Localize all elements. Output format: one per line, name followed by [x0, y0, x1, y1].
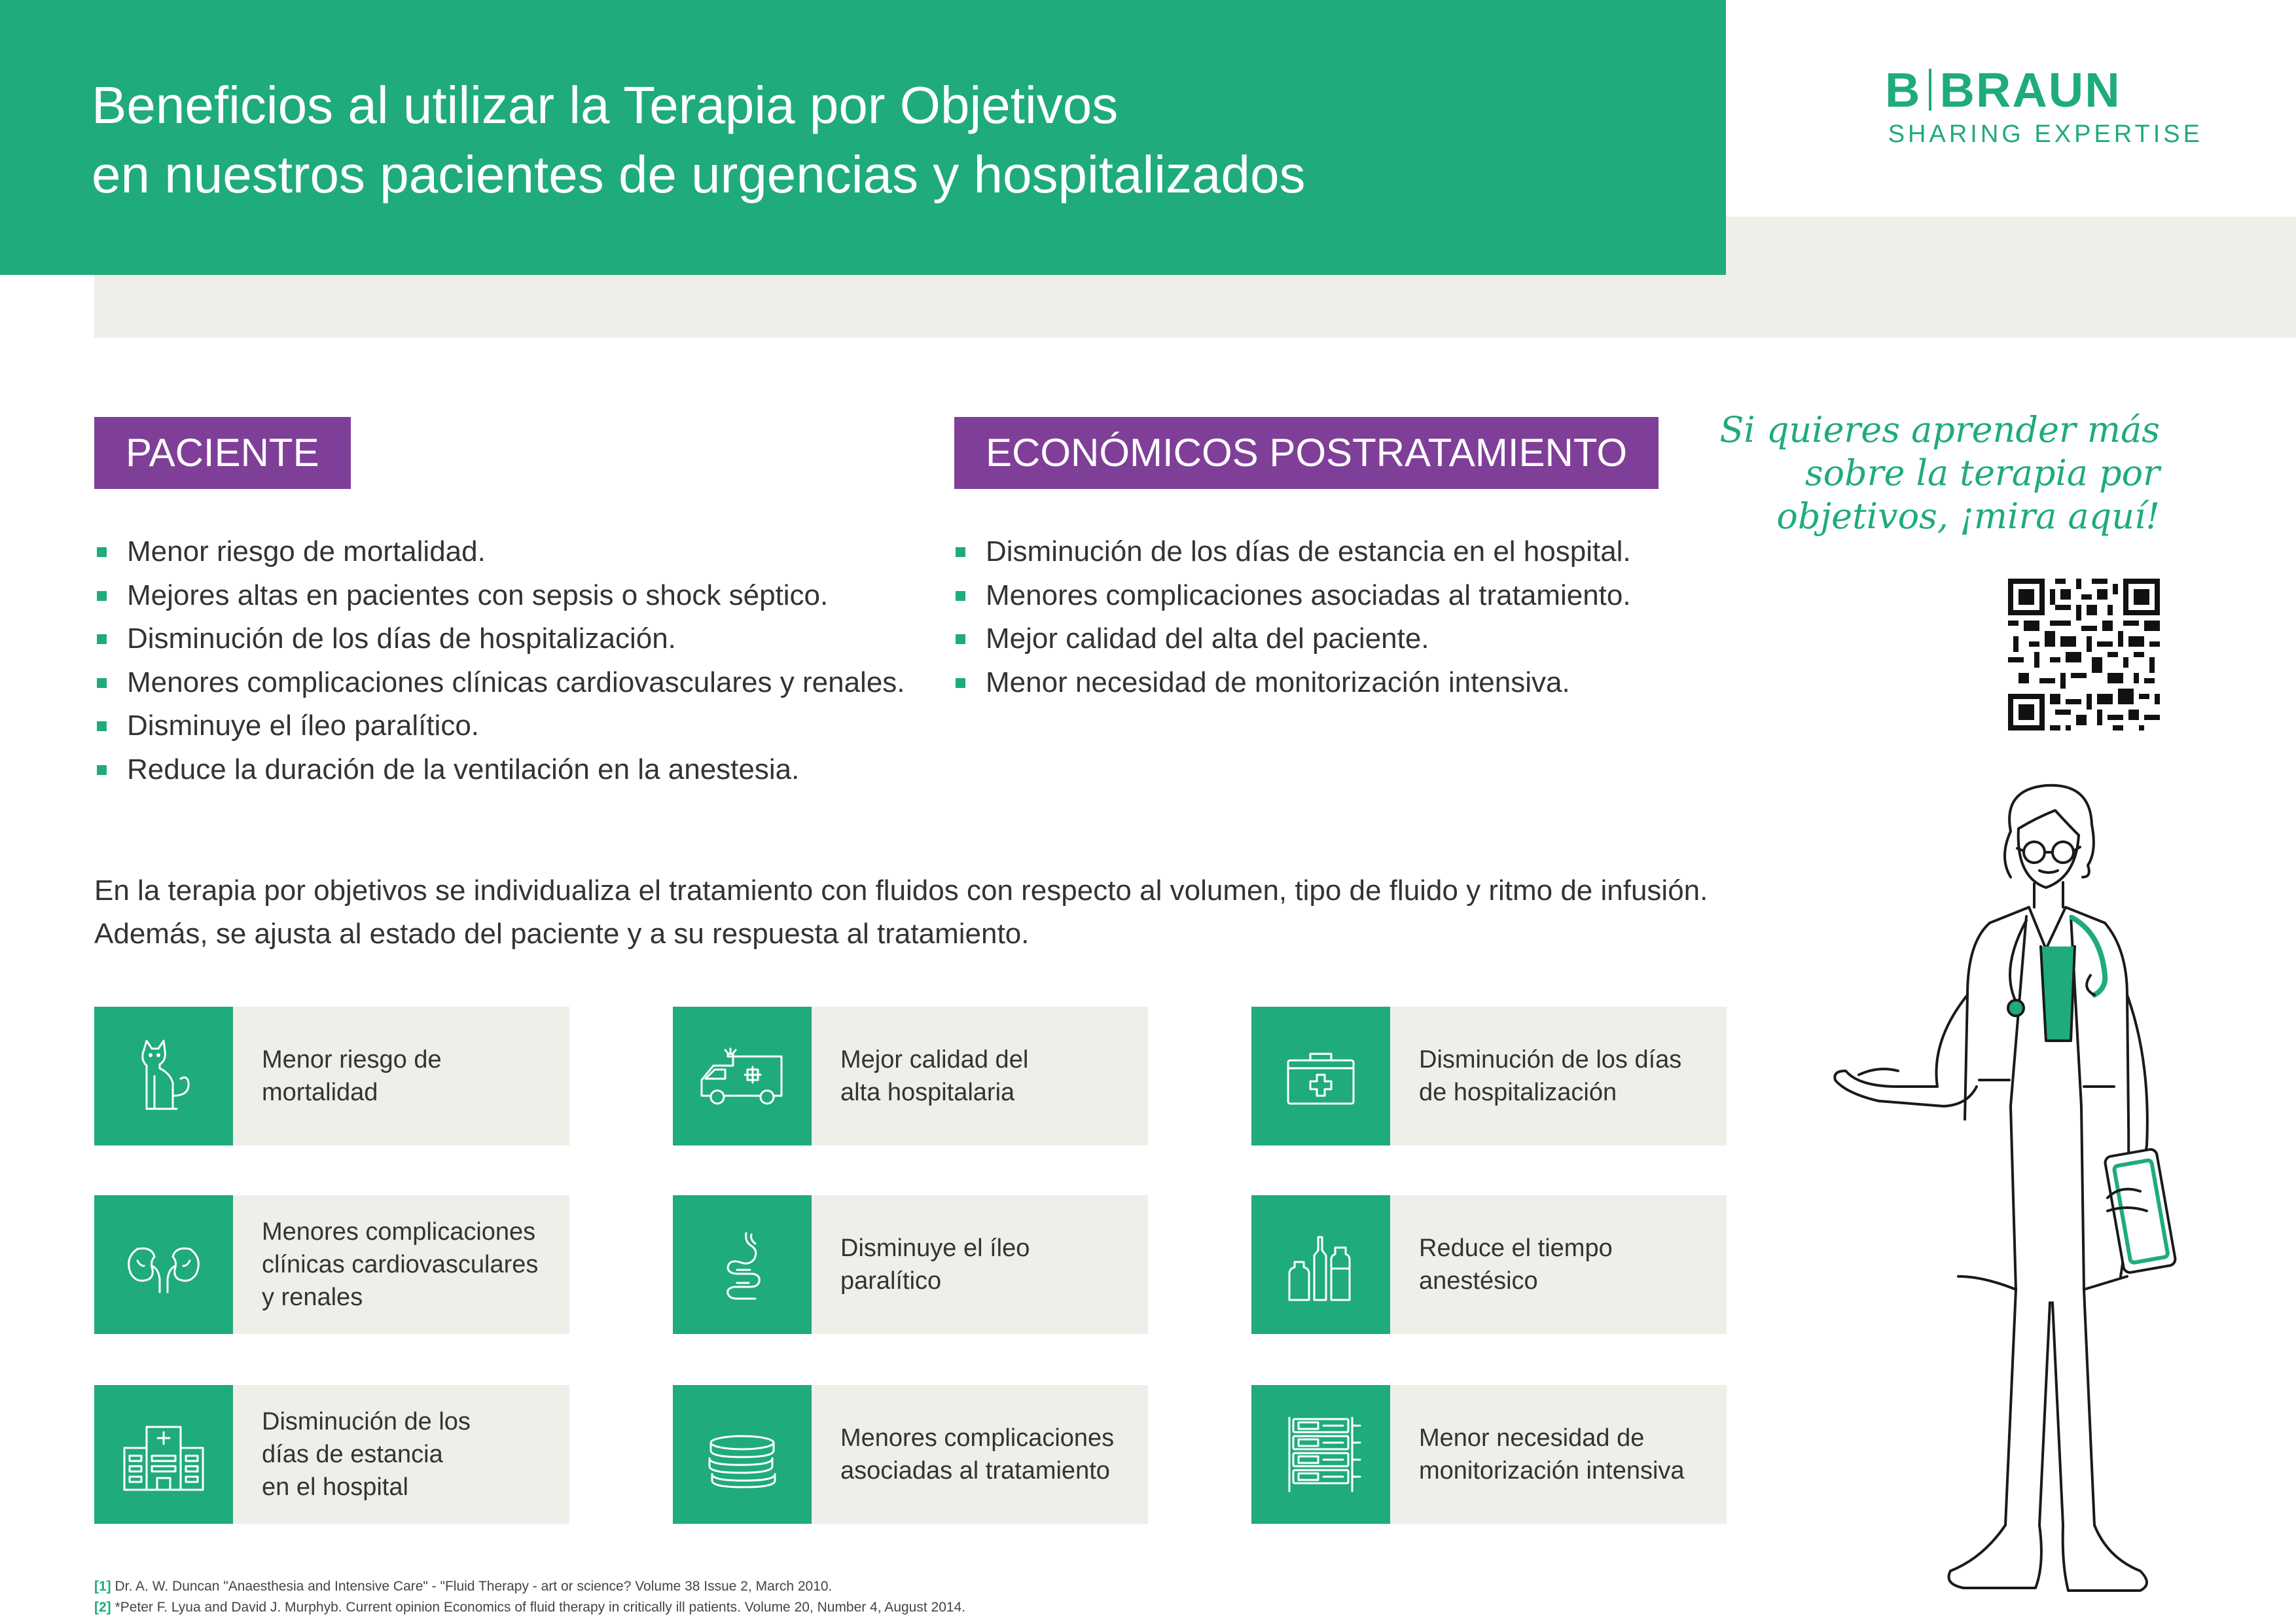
card-text [1419, 1385, 1713, 1524]
list-item: Disminución de los días de hospitalización. [94, 617, 905, 661]
first-aid-kit-icon [1275, 1030, 1367, 1122]
card-text [262, 1385, 556, 1524]
card-label: Menor riesgo de mortalidad [262, 1046, 442, 1106]
hospital-icon [118, 1409, 209, 1500]
reference-number: [2] [94, 1600, 111, 1615]
intestine-icon [696, 1219, 788, 1310]
list-item: Menor necesidad de monitorización intensiva. [953, 661, 1631, 705]
card-text [1419, 1007, 1713, 1145]
infusion-pumps-icon [1275, 1409, 1367, 1500]
card-label: Menor necesidad de monitorización intensiva [1419, 1424, 1685, 1485]
ambulance-icon [696, 1030, 788, 1122]
card-text [840, 1007, 1135, 1145]
title-line-2: en nuestros pacientes de urgencias y hospitalizados [92, 145, 1306, 204]
benefit-card [1251, 1385, 1727, 1524]
benefit-card [94, 1385, 569, 1524]
card-text [840, 1385, 1135, 1524]
list-item: Mejores altas en pacientes con sepsis o shock séptico. [94, 574, 905, 618]
qr-code-icon[interactable] [2008, 579, 2160, 730]
card-text [262, 1007, 556, 1145]
benefit-card [673, 1007, 1148, 1145]
card-text [840, 1195, 1135, 1334]
benefit-card [1251, 1195, 1727, 1334]
promo-line-3: objetivos, ¡mira aquí! [1776, 496, 2160, 537]
reference-1 [94, 1576, 965, 1597]
list-item: Menores complicaciones clínicas cardiovasculares y renales. [94, 661, 905, 705]
card-label: Disminución de los días de hospitalización [1419, 1046, 1682, 1106]
list-item: Menor riesgo de mortalidad. [94, 530, 905, 574]
list-item: Reduce la duración de la ventilación en la anestesia. [94, 748, 905, 792]
card-label: Mejor calidad del alta hospitalaria [840, 1046, 1029, 1106]
reference-2 [94, 1597, 965, 1618]
benefit-card [1251, 1007, 1727, 1145]
card-icon-box [94, 1385, 233, 1524]
reference-text: Dr. A. W. Duncan "Anaesthesia and Intensive Care" - "Fluid Therapy - art or science? Volume 38 Issue 2, March 2010. [115, 1579, 833, 1594]
reference-text: *Peter F. Lyua and David J. Murphyb. Current opinion Economics of fluid therapy in critically ill patients. Volume 20, Number 4, August 2014. [115, 1600, 966, 1615]
promo-text [1676, 408, 2160, 538]
benefit-card [673, 1385, 1148, 1524]
card-icon-box [1251, 1007, 1390, 1145]
list-item: Disminución de los días de estancia en el hospital. [953, 530, 1631, 574]
card-label: Reduce el tiempo anestésico [1419, 1235, 1613, 1295]
reference-number: [1] [94, 1579, 111, 1594]
kidneys-icon [118, 1219, 209, 1310]
card-label: Menores complicaciones clínicas cardiovasculares y renales [262, 1218, 539, 1311]
card-label: Disminución de los días de estancia en el hospital [262, 1408, 471, 1501]
logo-tagline: SHARING EXPERTISE [1888, 120, 2203, 148]
bbraun-logo [1885, 63, 2203, 149]
references [94, 1576, 965, 1618]
header-grey-bar [94, 275, 2296, 338]
pills-stack-icon [696, 1409, 788, 1500]
economicos-list [953, 530, 1631, 704]
card-label: Disminuye el íleo paralítico [840, 1235, 1030, 1295]
card-icon-box [94, 1195, 233, 1334]
logo-separator [1929, 69, 1931, 111]
list-item: Disminuye el íleo paralítico. [94, 704, 905, 748]
card-icon-box [673, 1195, 812, 1334]
doctor-illustration-icon [1820, 779, 2271, 1622]
intro-line-1: En la terapia por objetivos se individualiza el tratamiento con fluidos con respecto al volumen, tipo de fluido y ritmo de infusión. [94, 874, 1708, 907]
section-header-paciente: PACIENTE [94, 417, 351, 489]
vials-icon [1275, 1219, 1367, 1310]
title-line-1: Beneficios al utilizar la Terapia por Objetivos [92, 76, 1119, 134]
card-icon-box [1251, 1195, 1390, 1334]
benefit-card [673, 1195, 1148, 1334]
card-icon-box [673, 1385, 812, 1524]
benefit-card [94, 1007, 569, 1145]
page-title [92, 71, 1306, 209]
logo-word-braun: BRAUN [1939, 63, 2121, 117]
list-item: Mejor calidad del alta del paciente. [953, 617, 1631, 661]
logo-letter-b: B [1885, 63, 1922, 117]
promo-line-2: sobre la terapia por [1804, 452, 2160, 494]
list-item: Menores complicaciones asociadas al tratamiento. [953, 574, 1631, 618]
intro-paragraph [94, 869, 1708, 956]
intro-line-2: Además, se ajusta al estado del paciente y a su respuesta al tratamiento. [94, 918, 1030, 950]
promo-line-1: Si quieres aprender más [1719, 409, 2160, 450]
paciente-list [94, 530, 905, 792]
card-icon-box [1251, 1385, 1390, 1524]
logo-wordmark [1885, 64, 2199, 117]
card-icon-box [94, 1007, 233, 1145]
cat-icon [118, 1030, 209, 1122]
card-text [1419, 1195, 1713, 1334]
card-text [262, 1195, 556, 1334]
benefit-card [94, 1195, 569, 1334]
card-icon-box [673, 1007, 812, 1145]
section-header-economicos: ECONÓMICOS POSTRATAMIENTO [954, 417, 1659, 489]
card-label: Menores complicaciones asociadas al tratamiento [840, 1424, 1115, 1485]
